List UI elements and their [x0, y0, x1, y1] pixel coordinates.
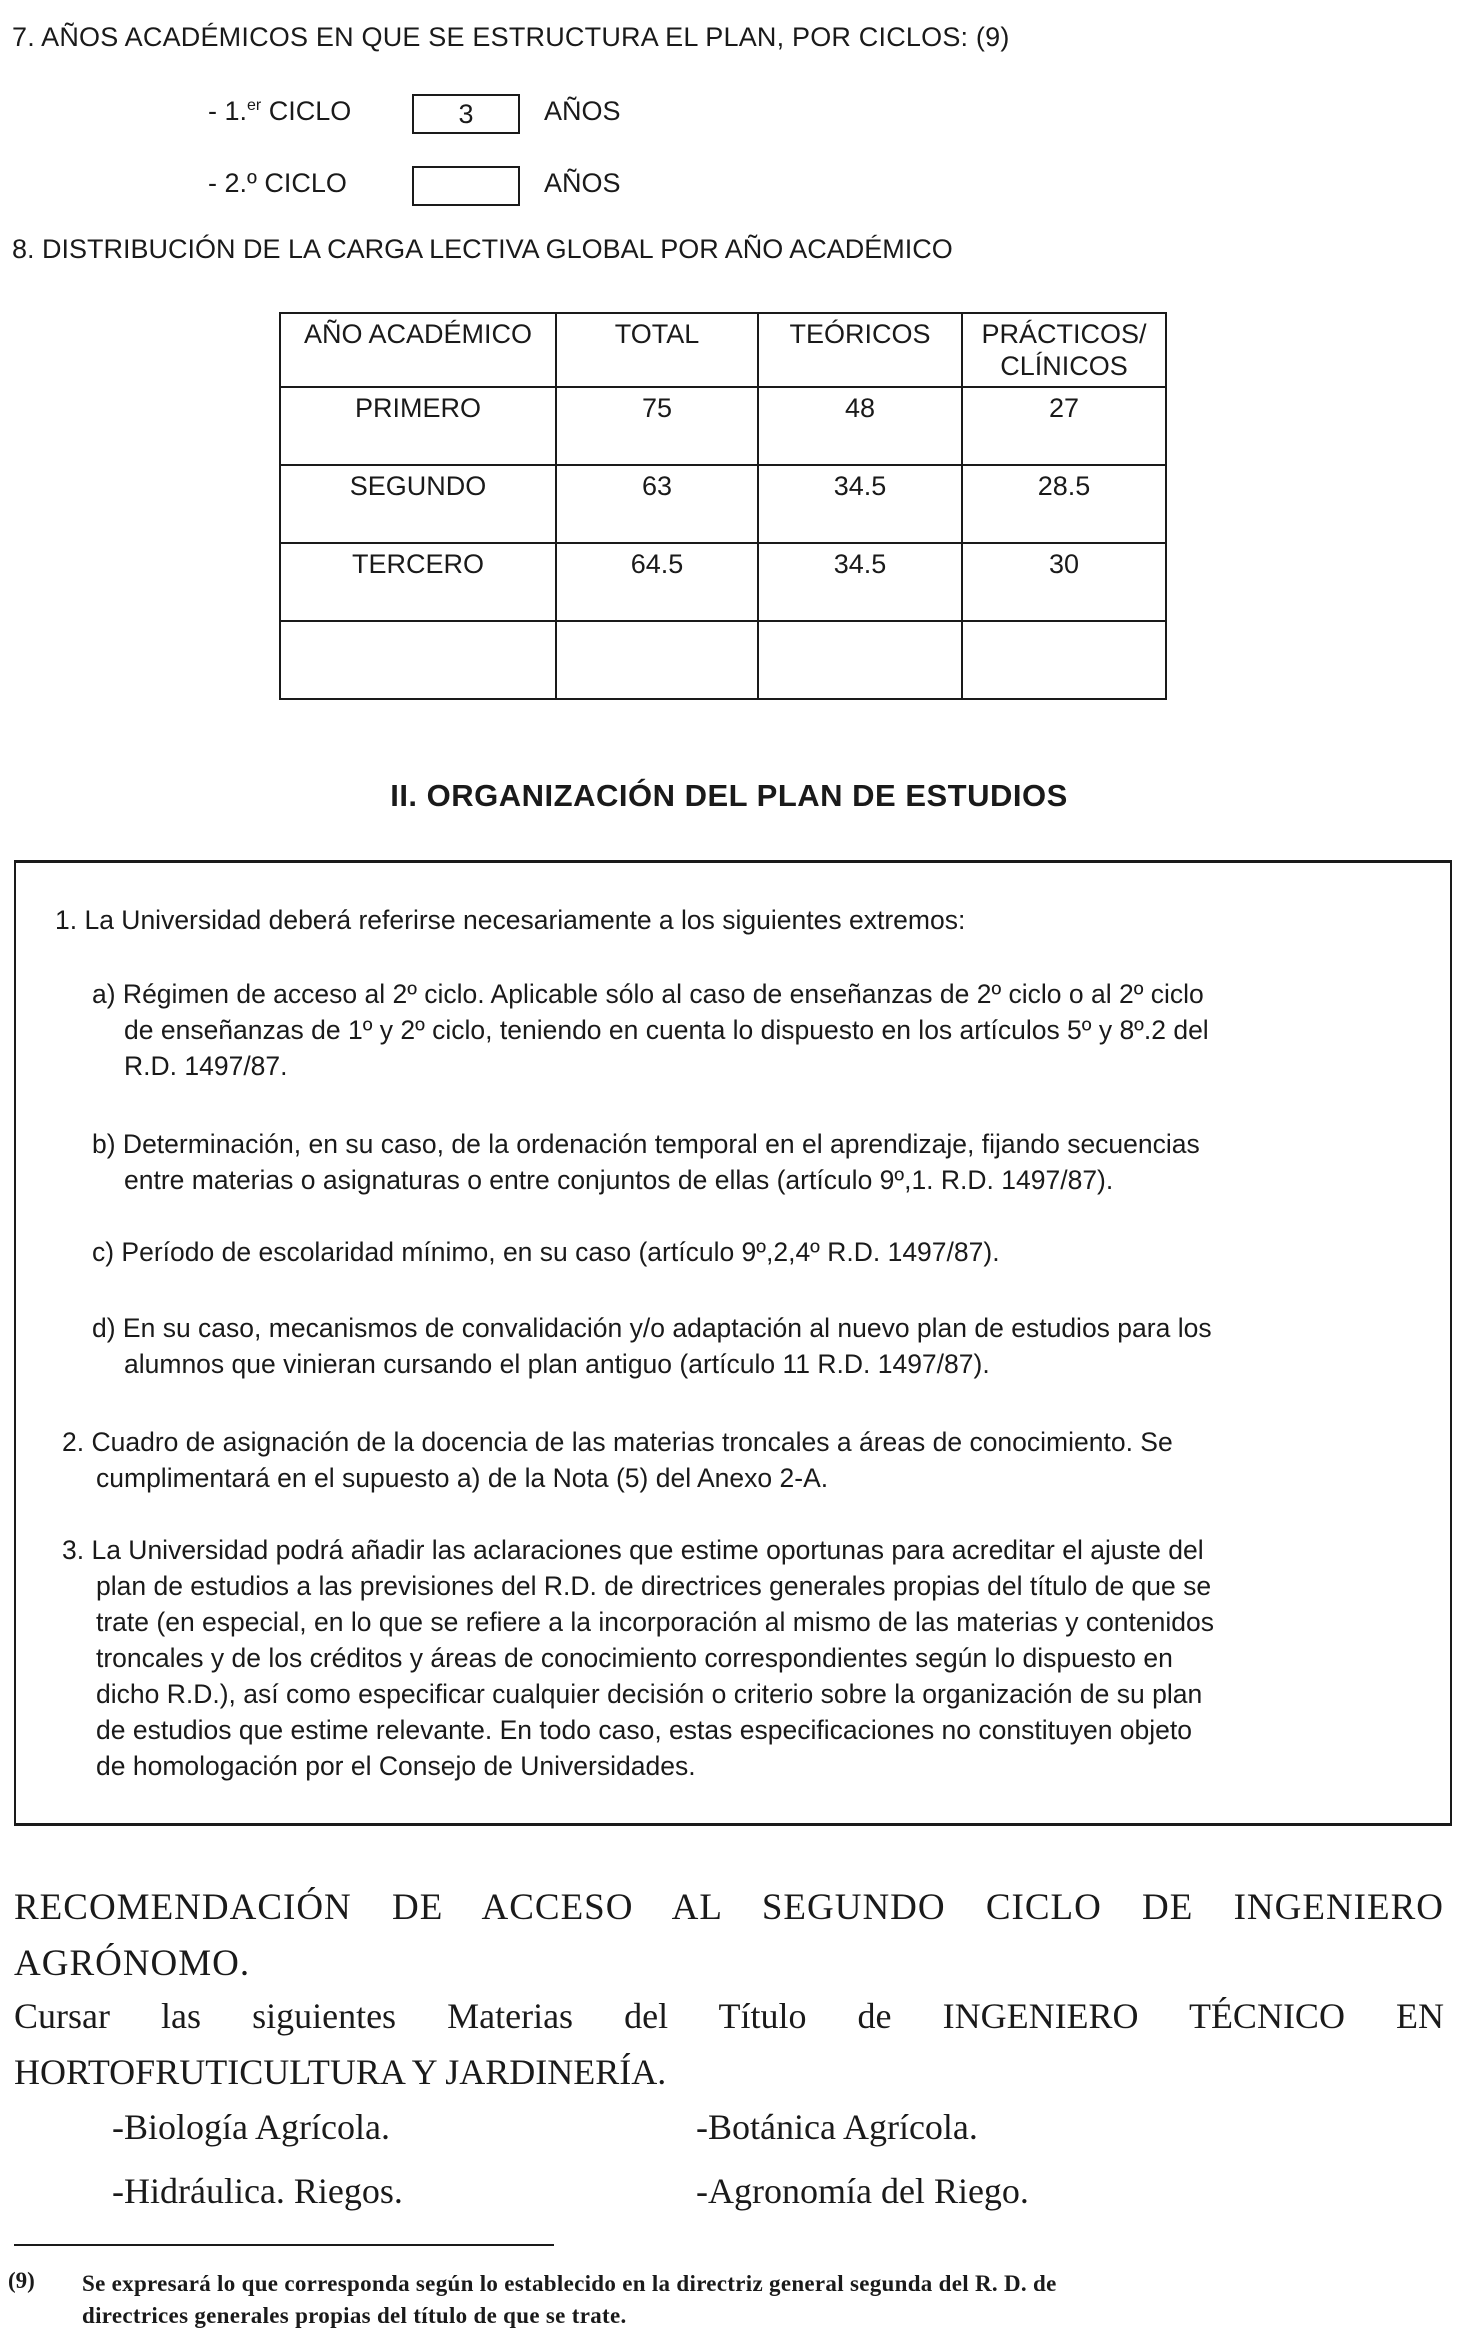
org-item-b: b) Determinación, en su caso, de la ordenación temporal en el aprendizaje, fijando secuencias entre materias o asignaturas o entre conjuntos de ellas (artículo 9º,1. R.D. 1497/87). — [92, 1129, 1200, 1195]
cycle-1-unit: AÑOS — [544, 96, 621, 126]
section-8-title: 8. DISTRIBUCIÓN DE LA CARGA LECTIVA GLOBAL POR AÑO ACADÉMICO — [12, 234, 953, 264]
table-cell: 30 — [962, 543, 1166, 621]
table-cell: PRIMERO — [280, 387, 556, 465]
table-header-row — [280, 313, 1166, 387]
org-point-3: 3. La Universidad podrá añadir las aclaraciones que estime oportunas para acreditar el ajuste del plan de estudios a las previsiones del R.D. de directrices generales propias del título de que se trate (en especial, en lo que se refiere a la incorporación al mismo de las materias y contenidos troncales y de los créditos y áreas de conocimiento correspondientes según lo dispuesto en dicho R.D.), así como especificar cualquier decisión o criterio sobre la organización de su plan de estudios que estime relevante. En todo caso, estas especificaciones no constituyen objeto de homologación por el Consejo de Universidades. — [62, 1535, 1214, 1781]
table-cell: 64.5 — [556, 543, 758, 621]
table-cell — [962, 621, 1166, 699]
footnote-text: Se expresará lo que corresponda según lo establecido en la directriz general segunda del R. D. de directrices generales propias del título de que se trate. — [82, 2271, 1057, 2328]
course-load-table — [279, 312, 1167, 700]
table-cell: SEGUNDO — [280, 465, 556, 543]
table-row — [280, 387, 1166, 465]
recommendation-body-line-1: Cursar las siguientes Materias del Título de INGENIERO TÉCNICO EN — [14, 1996, 1444, 2036]
cycle-2-label: - 2.º CICLO — [208, 168, 347, 198]
subject-item: -Botánica Agrícola. — [696, 2107, 978, 2147]
footnote-mark: (9) — [8, 2268, 35, 2293]
table-cell: 34.5 — [758, 465, 962, 543]
section-ii-title: II. ORGANIZACIÓN DEL PLAN DE ESTUDIOS — [390, 778, 1068, 813]
subject-item: -Agronomía del Riego. — [696, 2171, 1029, 2211]
subject-item: -Hidráulica. Riegos. — [112, 2171, 403, 2211]
org-point-1: 1. La Universidad deberá referirse necesariamente a los siguientes extremos: — [55, 905, 966, 935]
table-cell: 63 — [556, 465, 758, 543]
table-cell: 48 — [758, 387, 962, 465]
table-cell: 34.5 — [758, 543, 962, 621]
section-7-title: 7. AÑOS ACADÉMICOS EN QUE SE ESTRUCTURA EL PLAN, POR CICLOS: (9) — [12, 22, 1010, 52]
org-item-a: a) Régimen de acceso al 2º ciclo. Aplicable sólo al caso de enseñanzas de 2º ciclo o al 2º ciclo de enseñanzas de 1º y 2º ciclo, teniendo en cuenta lo dispuesto en los artículos 5º y 8º.2 del R.D. 1497/87. — [92, 979, 1209, 1081]
header-total: TOTAL — [556, 313, 758, 387]
table-cell — [556, 621, 758, 699]
cycle-1-label: - 1.$^{er}$ CICLO — [208, 96, 352, 126]
org-item-c: c) Período de escolaridad mínimo, en su caso (artículo 9º,2,4º R.D. 1497/87). — [92, 1237, 1000, 1267]
table-cell — [758, 621, 962, 699]
table-cell: TERCERO — [280, 543, 556, 621]
table-row — [280, 543, 1166, 621]
org-point-2: 2. Cuadro de asignación de la docencia de las materias troncales a áreas de conocimiento. Se cumplimentará en el supuesto a) de la Nota (5) del Anexo 2-A. — [62, 1427, 1173, 1493]
table-cell — [280, 621, 556, 699]
recommendation-body-line-2: HORTOFRUTICULTURA Y JARDINERÍA. — [14, 2052, 667, 2092]
header-year: AÑO ACADÉMICO — [280, 313, 556, 387]
header-practical: PRÁCTICOS/ CLÍNICOS — [962, 313, 1166, 387]
org-item-d: d) En su caso, mecanismos de convalidación y/o adaptación al nuevo plan de estudios para los alumnos que vinieran cursando el plan antiguo (artículo 11 R.D. 1497/87). — [92, 1313, 1212, 1379]
table-cell: 27 — [962, 387, 1166, 465]
cycle-2-unit: AÑOS — [544, 168, 621, 198]
header-theory: TEÓRICOS — [758, 313, 962, 387]
table-row-empty — [280, 621, 1166, 699]
cycle-1-years-box: 3 — [412, 94, 520, 134]
table-cell: 75 — [556, 387, 758, 465]
table-cell: 28.5 — [962, 465, 1166, 543]
table-row — [280, 465, 1166, 543]
subject-item: -Biología Agrícola. — [112, 2107, 390, 2147]
footnote-divider — [14, 2244, 554, 2246]
cycle-2-years-box — [412, 166, 520, 206]
recommendation-title: RECOMENDACIÓN DE ACCESO AL SEGUNDO CICLO DE INGENIERO AGRÓNOMO. — [14, 1887, 1444, 1984]
